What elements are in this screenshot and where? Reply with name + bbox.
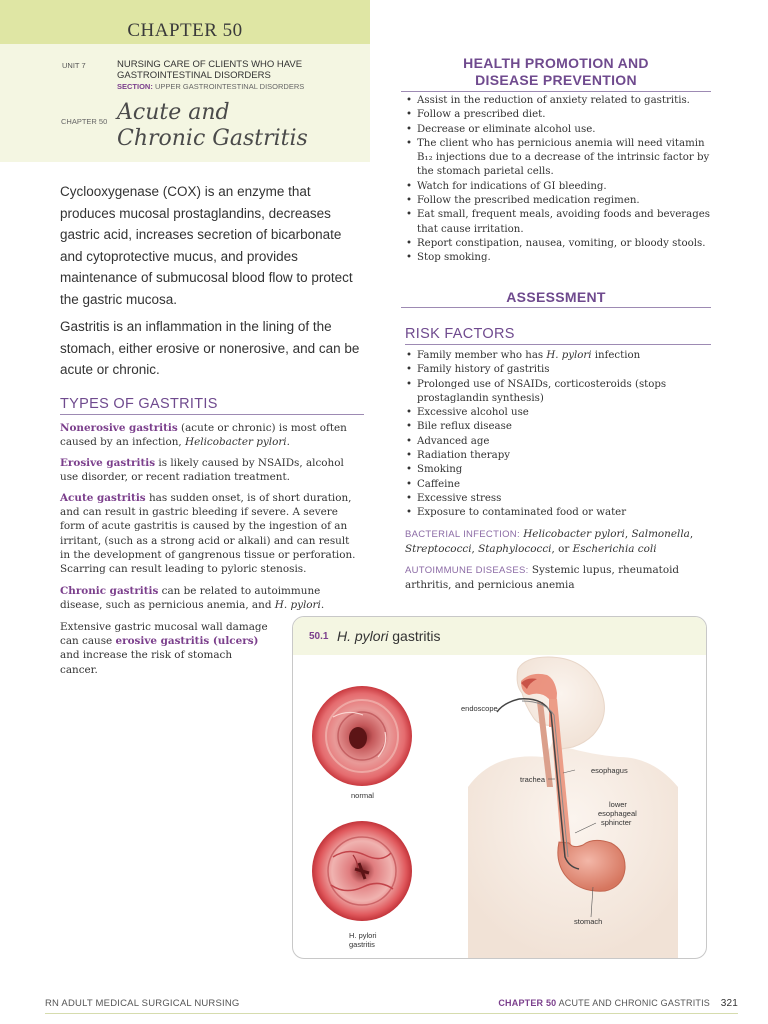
gastritis-mucosa-image (312, 821, 412, 921)
page-number: 321 (720, 998, 738, 1009)
acute-paragraph (60, 491, 360, 576)
list-item: • Caffeine (405, 478, 710, 492)
extensive-paragraph (60, 620, 270, 677)
acute-term: Acute gastritis (60, 492, 146, 504)
label-les-1: lower (609, 800, 627, 809)
acute-text: has sudden onset, is of short duration, and can result in gastric bleeding if severe. A severe form of acute gastritis is caused by the ingestion of an irritant, (such as a strong acid or alkali) and can result in the development of gangrenous tissue or perforation. Scarring can result leading to pyloric stenosis. (60, 492, 356, 576)
unit-label: UNIT 7 (62, 61, 86, 70)
erosive-paragraph (60, 456, 360, 484)
list-item: • Exposure to contaminated food or water (405, 506, 710, 520)
label-hpylori-1: H. pylori (349, 931, 377, 940)
nonerosive-end: . (286, 436, 290, 449)
chronic-term: Chronic gastritis (60, 585, 159, 597)
figure-hpylori-gastritis (292, 616, 707, 959)
chronic-text: can be related to autoimmune disease, such as pernicious anemia, and (60, 585, 321, 612)
health-promotion-list (405, 94, 710, 266)
footer-chapter: CHAPTER 50 (498, 998, 557, 1008)
chapter-header-panel (0, 0, 370, 162)
health-promotion-heading-line1: HEALTH PROMOTION AND (463, 55, 649, 71)
assessment-heading: ASSESSMENT (401, 289, 711, 308)
extensive-text: Extensive gastric mucosal wall damage can cause (60, 621, 268, 648)
bacterial-label: BACTERIAL INFECTION: (405, 529, 520, 540)
page-title-line1: Acute and (117, 100, 230, 125)
bacterial-or: , or (551, 543, 573, 556)
list-item: • Stop smoking. (405, 251, 710, 265)
list-item: • Eat small, frequent meals, avoiding foods and beverages that cause irritation. (405, 208, 710, 237)
bacterial-item: Streptococci (405, 543, 472, 556)
list-item: • Radiation therapy (405, 449, 710, 463)
page-title (117, 100, 367, 152)
risk-first-text: Family member who has (417, 350, 547, 361)
nonerosive-term: Nonerosive gastritis (60, 422, 178, 434)
risk-factors-list (405, 349, 710, 521)
label-stomach: stomach (574, 917, 603, 926)
intro-paragraph-gastritis: Gastritis is an inflammation in the lining of the stomach, either erosive or nonerosive, and can be acute or chronic. (60, 319, 360, 377)
nonerosive-text: (acute or chronic) is most often caused by an infection, (60, 422, 347, 449)
list-item: • Prolonged use of NSAIDs, corticosteroids (stops prostaglandin synthesis) (405, 378, 710, 407)
chapter-small-label: CHAPTER 50 (61, 117, 108, 126)
figure-title-rest: gastritis (388, 628, 441, 644)
risk-first-end: infection (591, 350, 641, 361)
section-line (117, 82, 304, 91)
risk-factors-heading: RISK FACTORS (405, 326, 711, 345)
list-item: • Decrease or eliminate alcohol use. (405, 123, 710, 137)
bacterial-separator: , (624, 528, 632, 540)
nonerosive-paragraph (60, 421, 360, 449)
types-heading: TYPES OF GASTRITIS (60, 396, 364, 415)
risk-first-italic: H. pylori (546, 350, 592, 361)
figure-title-italic: H. pylori (337, 628, 389, 644)
bacterial-item: Helicobacter pylori (523, 528, 625, 540)
list-item: • Excessive stress (405, 492, 710, 506)
label-trachea: trachea (520, 775, 546, 784)
bacterial-separator: , (689, 528, 694, 540)
list-item: • The client who has pernicious anemia will need vitamin B₁₂ injections due to a decrease of the intrinsic factor by the stomach parietal cells. (405, 137, 710, 180)
autoimmune-text: Systemic lupus, rheumatoid arthritis, and pernicious anemia (405, 564, 680, 592)
label-hpylori-2: gastritis (349, 940, 375, 949)
footer-divider (45, 1013, 738, 1014)
page-title-line2: Chronic Gastritis (117, 126, 308, 151)
chronic-paragraph (60, 584, 360, 612)
chronic-italic: H. pylori (274, 599, 321, 612)
extensive-end: and increase the risk of stomach cancer. (60, 649, 233, 676)
list-item: • Family history of gastritis (405, 363, 710, 377)
intro-paragraph-cox: Cyclooxygenase (COX) is an enzyme that produces mucosal prostaglandins, decreases gastric acid, increases secretion of bicarbonate and cytoprotective mucus, and provides maintenance of submucosal blood flow to protect the gastric mucosa. (60, 184, 353, 307)
chapter-number-title: CHAPTER 50 (127, 20, 243, 41)
label-endoscope: endoscope (461, 704, 498, 713)
figure-number: 50.1 (309, 631, 329, 642)
list-item: • Bile reflux disease (405, 420, 710, 434)
bacterial-infection-paragraph (405, 527, 710, 556)
chronic-end: . (320, 599, 325, 612)
footer-book-title: RN ADULT MEDICAL SURGICAL NURSING (45, 998, 240, 1009)
list-item: • Excessive alcohol use (405, 406, 710, 420)
health-promotion-heading-line2: DISEASE PREVENTION (475, 72, 637, 88)
list-item: • Watch for indications of GI bleeding. (405, 180, 710, 194)
label-les-2: esophageal (598, 809, 637, 818)
footer-chapter-info (498, 998, 738, 1009)
extensive-term: erosive gastritis (ulcers) (115, 635, 259, 648)
autoimmune-label: AUTOIMMUNE DISEASES: (405, 565, 529, 576)
unit-title: NURSING CARE OF CLIENTS WHO HAVE GASTROINTESTINAL DISORDERS (117, 59, 303, 81)
list-item: • Follow a prescribed diet. (405, 108, 710, 122)
section-label: SECTION: (117, 82, 153, 91)
label-les-3: sphincter (601, 818, 632, 827)
list-item: • Smoking (405, 463, 710, 477)
bacterial-item: Staphylococci (478, 543, 552, 556)
list-item: • Report constipation, nausea, vomiting, or bloody stools. (405, 237, 710, 251)
list-item (405, 349, 710, 363)
erosive-term: Erosive gastritis (60, 457, 156, 469)
list-item: • Advanced age (405, 435, 710, 449)
anatomy-illustration (468, 657, 678, 959)
list-item: • Assist in the reduction of anxiety related to gastritis. (405, 94, 710, 108)
bacterial-item: Salmonella (631, 528, 690, 540)
health-promotion-heading (401, 55, 711, 92)
section-value: UPPER GASTROINTESTINAL DISORDERS (154, 82, 305, 91)
footer-chapter-title: ACUTE AND CHRONIC GASTRITIS (558, 998, 710, 1008)
bacterial-separator: , (471, 543, 479, 556)
erosive-text: is likely caused by NSAIDs, alcohol use disorder, or recent radiation treatment. (60, 457, 344, 484)
autoimmune-paragraph (405, 563, 710, 592)
label-esophagus: esophagus (591, 766, 628, 775)
list-item: • Follow the prescribed medication regimen. (405, 194, 710, 208)
bacterial-item: Escherichia coli (572, 543, 657, 556)
normal-mucosa-image (312, 686, 412, 786)
figure-illustration (293, 617, 707, 959)
nonerosive-italic: Helicobacter pylori (185, 436, 287, 449)
label-normal: normal (351, 791, 374, 800)
